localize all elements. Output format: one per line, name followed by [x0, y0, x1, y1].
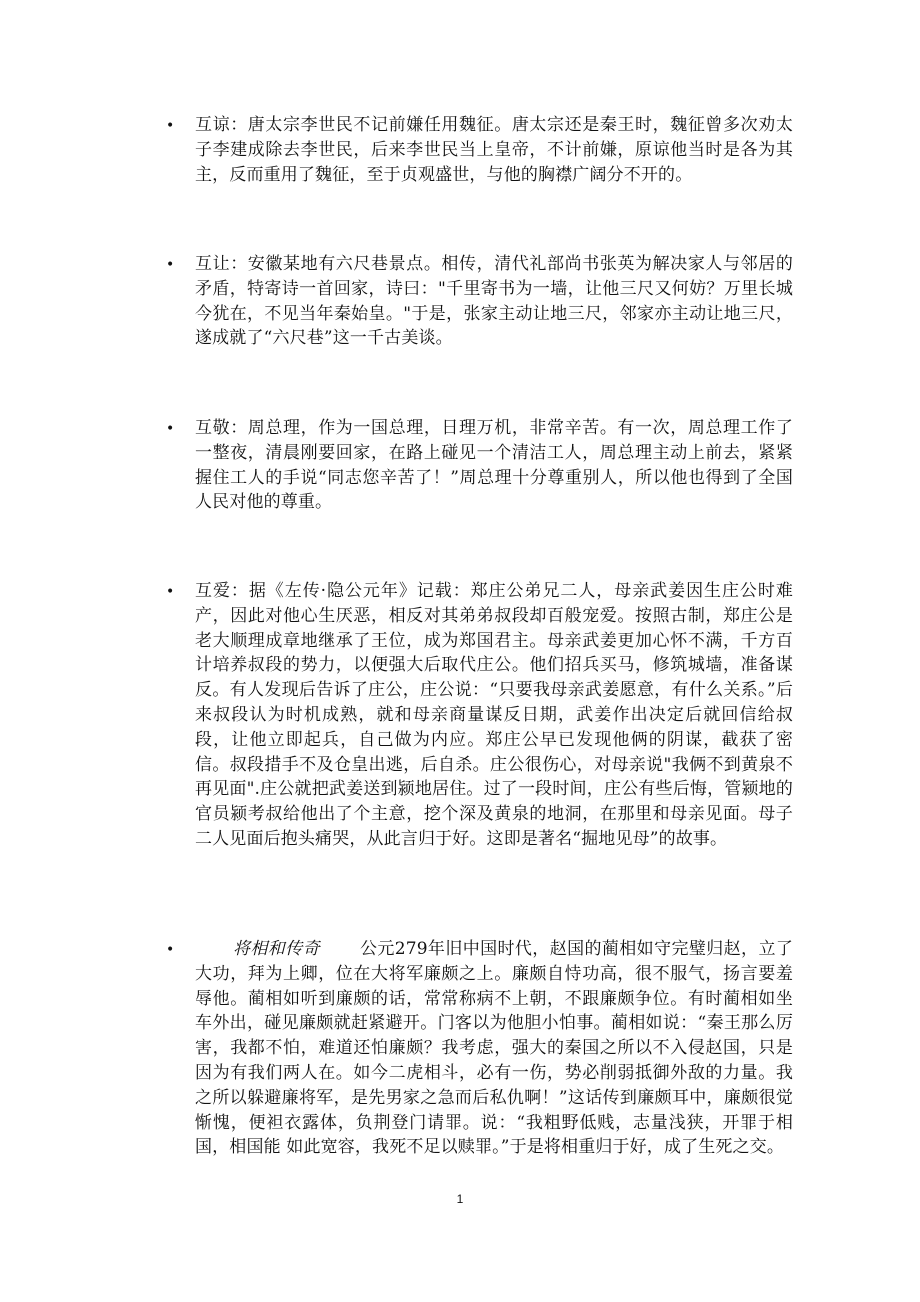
- bullet-1: •: [166, 118, 175, 134]
- paragraph-text: 互爱：据《左传·隐公元年》记载：郑庄公弟兄二人，母亲武姜因生庄公时难产，因此对他心生厌恶，相反对其弟弟叔段却百般宠爱。按照古制，郑庄公是老大顺理成章地继承了王位，成为郑国君主。母亲武姜更加心怀不满，千方百计培养叔段的势力，以便强大后取代庄公。他们招兵买马，修筑城墙，准备谋反。有人发现后告诉了庄公，庄公说：“只要我母亲武姜愿意，有什么关系。”后来叔段认为时机成熟，就和母亲商量谋反日期，武姜作出决定后就回信给叔段，让他立即起兵，自己做为内应。郑庄公早已发现他俩的阴谋，截获了密信。叔段措手不及仓皇出逃，后自杀。庄公很伤心，对母亲说"我俩不到黄泉不再见面".庄公就把武姜送到颍地居住。过了一段时间，庄公有些后悔，管颍地的官员颍考叔给他出了个主意，挖个深及黄泉的地洞，在那里和母亲见面。母子二人见面后抱头痛哭，从此言归于好。这即是著名“掘地见母”的故事。: [195, 581, 793, 849]
- paragraph-general-and-minister: [195, 937, 793, 1160]
- paragraph-lead-title: 将相和传奇: [233, 939, 320, 959]
- bullet-4: •: [166, 584, 175, 600]
- paragraph-text: 互敬：周总理，作为一国总理，日理万机，非常辛苦。有一次，周总理工作了一整夜，清晨刚要回家，在路上碰见一个清洁工人，周总理主动上前去，紧紧握住工人的手说“同志您辛苦了！”周总理十分尊重别人，所以他也得到了全国人民对他的尊重。: [195, 418, 793, 513]
- paragraph-mutual-yielding: [195, 252, 793, 351]
- paragraph-text: 互谅：唐太宗李世民不记前嫌任用魏征。唐太宗还是秦王时，魏征曾多次劝太子李建成除去李世民，后来李世民当上皇帝，不计前嫌，原谅他当时是各为其主，反而重用了魏征，至于贞观盛世，与他的胸襟广阔分不开的。: [195, 115, 793, 185]
- paragraph-text: 公元279年旧中国时代，赵国的蔺相如守完璧归赵，立了大功，拜为上卿，位在大将军廉颇之上。廉颇自恃功高，很不服气，扬言要羞辱他。蔺相如听到廉颇的话，常常称病不上朝，不跟廉颇争位。有时蔺相如坐车外出，碰见廉颇就赶紧避开。门客以为他胆小怕事。蔺相如说：“秦王那么厉害，我都不怕，难道还怕廉颇？我考虑，强大的秦国之所以不入侵赵国，只是因为有我们两人在。如今二虎相斗，必有一伤，势必削弱抵御外敌的力量。我之所以躲避廉将军，是先男家之急而后私仇啊！”这话传到廉颇耳中，廉颇很觉惭愧，便袒衣露体，负荆登门请罪。说：“我粗野低贱，志量浅狭，开罪于相国，相国能 如此宽容，我死不足以赎罪。”于是将相重归于好，成了生死之交。: [195, 939, 793, 1158]
- bullet-2: •: [166, 257, 175, 273]
- bullet-5: •: [166, 942, 175, 958]
- page-number: 1: [456, 1192, 464, 1206]
- paragraph-lead-wrap: [195, 939, 360, 959]
- paragraph-text: 互让：安徽某地有六尺巷景点。相传，清代礼部尚书张英为解决家人与邻居的矛盾，特寄诗一首回家，诗曰："千里寄书为一墙，让他三尺又何妨？万里长城今犹在，不见当年秦始皇。"于是，张家主动让地三尺，邻家亦主动让地三尺，遂成就了“六尺巷”这一千古美谈。: [195, 254, 793, 349]
- paragraph-mutual-forgiveness: [195, 113, 793, 187]
- bullet-3: •: [166, 421, 175, 437]
- paragraph-mutual-love: [195, 579, 793, 852]
- paragraph-mutual-respect: [195, 416, 793, 515]
